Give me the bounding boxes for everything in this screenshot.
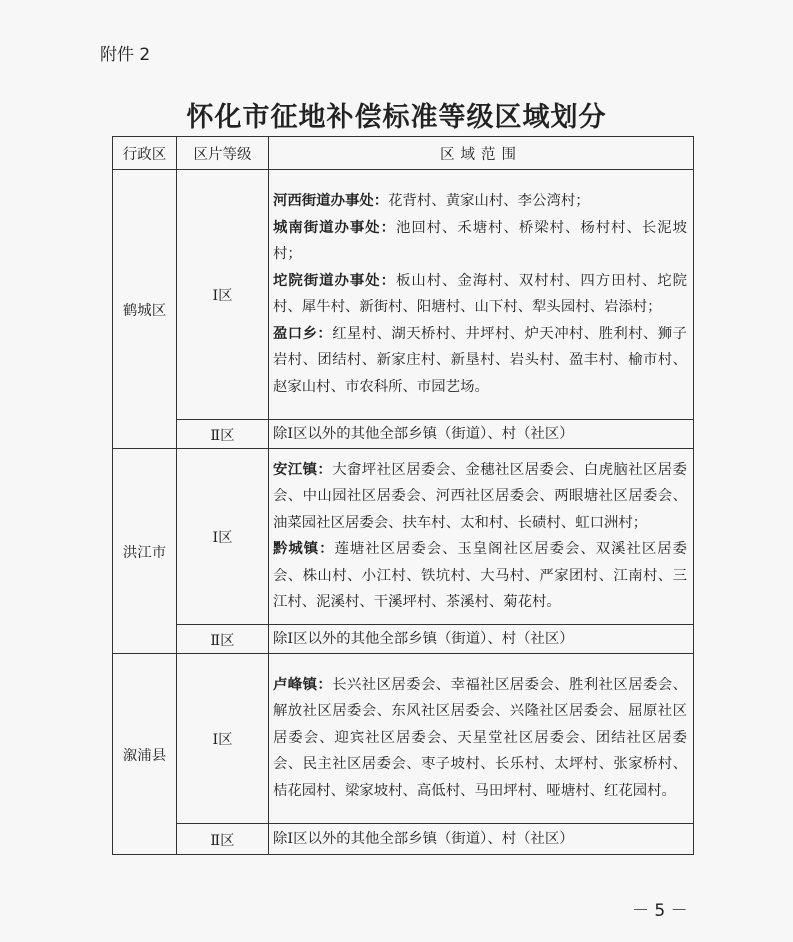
attachment-label: 附件 2 (100, 45, 151, 65)
zone-range (269, 654, 694, 824)
table-row (113, 654, 694, 824)
range-group (273, 536, 687, 616)
table-row (113, 625, 694, 654)
group-text: 池回村、禾塘村、桥梁村、杨村村、长泥坡村； (273, 219, 687, 262)
table-row (113, 170, 694, 420)
group-text: 花背村、黄家山村、李公湾村； (388, 193, 590, 209)
header-district: 行政区 (113, 137, 177, 170)
group-text: 板山村、金海村、双村村、四方田村、坨院村、犀牛村、新街村、阳塘村、山下村、犁头园村、岩添村； (273, 272, 687, 315)
group-head: 盈口乡： (273, 324, 333, 342)
zone-level: Ⅰ区 (177, 449, 269, 625)
page-number: － 5 － (632, 901, 688, 921)
header-range: 区域范围 (269, 137, 694, 170)
zone-level: Ⅱ区 (177, 824, 269, 855)
zone-level: Ⅰ区 (177, 654, 269, 824)
table-row (113, 449, 694, 625)
zone-table (112, 136, 694, 855)
table-header-row (113, 137, 694, 170)
table-row (113, 824, 694, 855)
group-head: 坨院街道办事处： (273, 271, 396, 289)
table-row (113, 420, 694, 449)
zone-range: 除Ⅰ区以外的其他全部乡镇（街道）、村（社区） (269, 625, 694, 654)
zone-range: 除Ⅰ区以外的其他全部乡镇（街道）、村（社区） (269, 420, 694, 449)
zone-level: Ⅱ区 (177, 625, 269, 654)
group-head: 卢峰镇： (273, 675, 333, 693)
range-group (273, 321, 687, 401)
district-name: 洪江市 (113, 449, 177, 654)
group-head: 黔城镇： (273, 540, 335, 557)
header-level: 区片等级 (177, 137, 269, 170)
zone-range: 除Ⅰ区以外的其他全部乡镇（街道）、村（社区） (269, 824, 694, 855)
zone-level: Ⅰ区 (177, 170, 269, 420)
range-group (273, 457, 687, 537)
group-text: 红星村、湖天桥村、井坪村、炉天冲村、胜利村、狮子岩村、团结村、新家庄村、新垦村、岩头村、盈丰村、榆市村、赵家山村、市农科所、市园艺场。 (273, 325, 687, 395)
district-name: 溆浦县 (113, 654, 177, 855)
district-name: 鹤城区 (113, 170, 177, 449)
group-text: 大畲坪社区居委会、金穗社区居委会、白虎脑社区居委会、中山园社区居委会、河西社区居委会、两眼塘社区居委会、油菜园社区居委会、扶车村、太和村、长碛村、虹口洲村； (273, 461, 687, 531)
zone-range (269, 170, 694, 420)
range-group (273, 215, 687, 268)
zone-range (269, 449, 694, 625)
range-group (273, 188, 687, 215)
group-text: 莲塘社区居委会、玉皇阁社区居委会、双溪社区居委会、株山村、小江村、铁坑村、大马村、严家团村、江南村、三江村、泥溪村、干溪坪村、茶溪村、菊花村。 (273, 541, 687, 610)
group-head: 城南街道办事处： (273, 218, 396, 236)
page-title: 怀化市征地补偿标准等级区域划分 (186, 102, 607, 133)
group-head: 安江镇： (273, 460, 333, 478)
group-text: 长兴社区居委会、幸福社区居委会、胜利社区居委会、解放社区居委会、东风社区居委会、兴隆社区居委会、屈原社区居委会、迎宾社区居委会、天星堂社区居委会、团结社区居委会、民主社区居委会、枣子坡村、长乐村、太坪村、张家桥村、桔花园村、梁家坡村、高低村、马田坪村、哑塘村、红花园村。 (273, 676, 687, 799)
range-group (273, 268, 687, 321)
group-head: 河西街道办事处： (273, 192, 389, 209)
range-group (273, 672, 687, 805)
zone-level: Ⅱ区 (177, 420, 269, 449)
